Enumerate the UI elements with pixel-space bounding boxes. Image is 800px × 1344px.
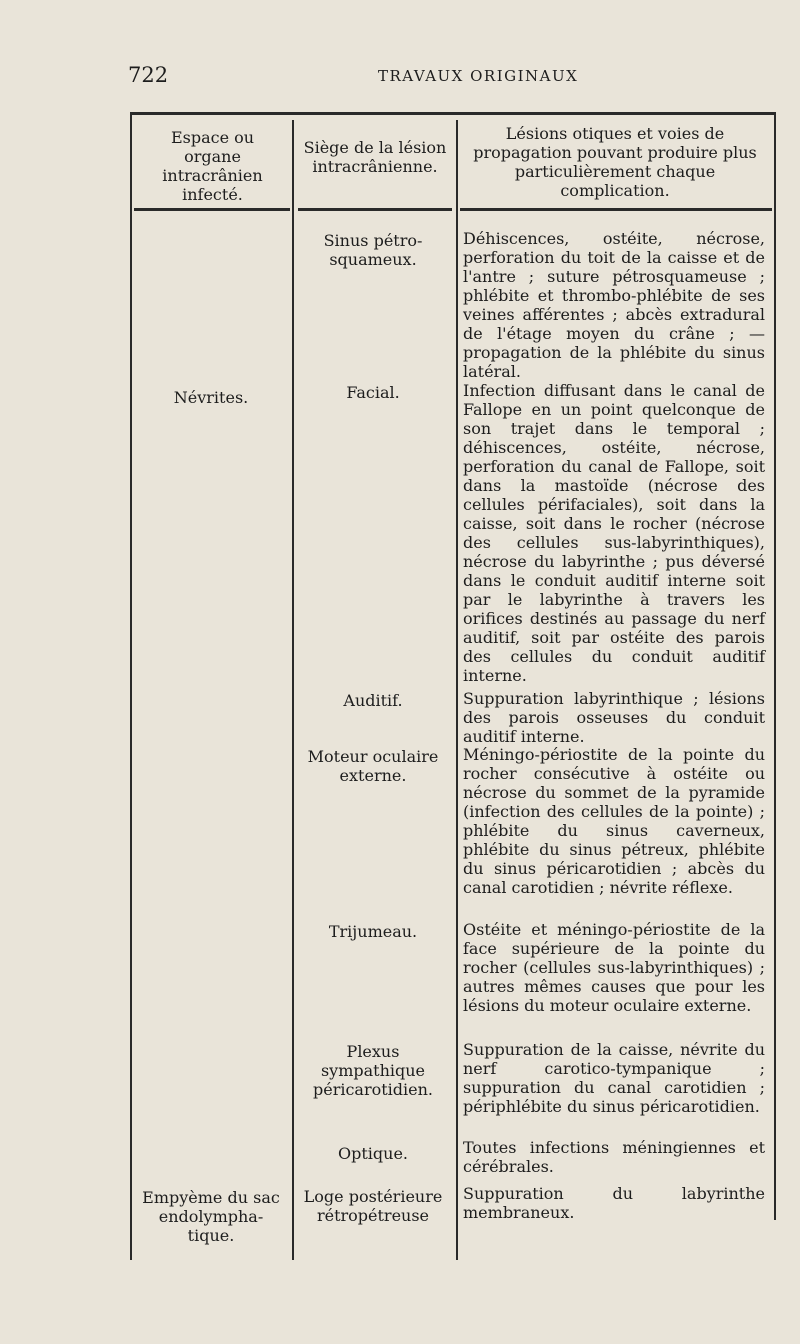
table-row-seat: Facial.: [346, 383, 400, 402]
table-right-border: [774, 112, 776, 1220]
header-rule-1: [134, 208, 290, 211]
running-title: TRAVAUX ORIGINAUX: [378, 67, 579, 85]
table-row-lesion: Ostéite et méningo-périostite de la face supérieure de la pointe du rocher (cellules sus-labyrinthiques) ; autres mêmes causes que pour les lésions du moteur oculaire externe.: [463, 920, 765, 1015]
column-divider-2: [456, 120, 458, 1260]
table-row-seat: Sinus pétro-squameux.: [323, 231, 423, 269]
table-row-seat: Auditif.: [343, 691, 403, 710]
table-row-lesion: Suppuration labyrinthique ; lésions des parois osseuses du conduit auditif interne.: [463, 689, 765, 746]
table-row-seat: Moteur oculaire externe.: [307, 747, 439, 785]
header-rule-2: [298, 208, 452, 211]
table-left-border: [130, 112, 132, 1260]
column-header-lesions: Lésions otiques et voies de propagation pouvant produire plus particulièrement chaque complication.: [473, 124, 757, 200]
group-label-empyeme: Empyème du sac endolympha-tique.: [142, 1188, 280, 1245]
column-divider-1: [292, 120, 294, 1260]
table-row-seat: Trijumeau.: [328, 922, 418, 941]
table-row-lesion: Déhiscences, ostéite, nécrose, perforation du toit de la caisse et de l'antre ; suture pétrosquameuse ; phlébite et thrombo-phlébite de ses veines afférentes ; abcès extradural de l'étage moyen du crâne ; — propagation de la phlébite du sinus latéral.: [463, 229, 765, 381]
table-row-lesion: Infection diffusant dans le canal de Fallope en un point quelconque de son trajet dans le temporal ; déhiscences, ostéite, nécrose, perforation du canal de Fallope, soit dans la mastoïde (nécrose des cellules périfaciales), soit dans la caisse, soit dans le rocher (nécrose des cellules sus-labyrinthiques), nécrose du labyrinthe ; pus déversé dans le conduit auditif interne soit par le labyrinthe à travers les orifices destinés au passage du nerf auditif, soit par ostéite des parois des cellules du conduit auditif interne.: [463, 381, 765, 685]
table-row-lesion: Toutes infections méningiennes et cérébrales.: [463, 1138, 765, 1176]
table-row-seat: Loge postérieure rétropétreuse: [303, 1187, 443, 1225]
table-row-seat: Plexus sympathique péricarotidien.: [312, 1042, 434, 1099]
table-row-lesion: Suppuration de la caisse, névrite du nerf carotico-tympanique ; suppuration du canal carotidien ; périphlébite du sinus péricarotidien.: [463, 1040, 765, 1116]
table-top-rule: [131, 112, 776, 115]
table-row-lesion: Suppuration du labyrinthe membraneux.: [463, 1184, 765, 1222]
group-label-nevrites: Névrites.: [173, 388, 249, 407]
header-rule-3: [460, 208, 772, 211]
table-row-lesion: Méningo-périostite de la pointe du rocher consécutive à ostéite ou nécrose du sommet de la pyramide (infection des cellules de la pointe) ; phlébite du sinus caverneux, phlébite du sinus pétreux, phlébite du sinus péricarotidien ; abcès du canal carotidien ; névrite réflexe.: [463, 745, 765, 897]
table-row-seat: Optique.: [337, 1144, 408, 1163]
page-number: 722: [128, 63, 169, 87]
column-header-space: Espace ou organe intracrânien infecté.: [162, 128, 263, 204]
running-head: [128, 63, 768, 91]
column-header-seat: Siège de la lésion intracrânienne.: [303, 138, 447, 176]
